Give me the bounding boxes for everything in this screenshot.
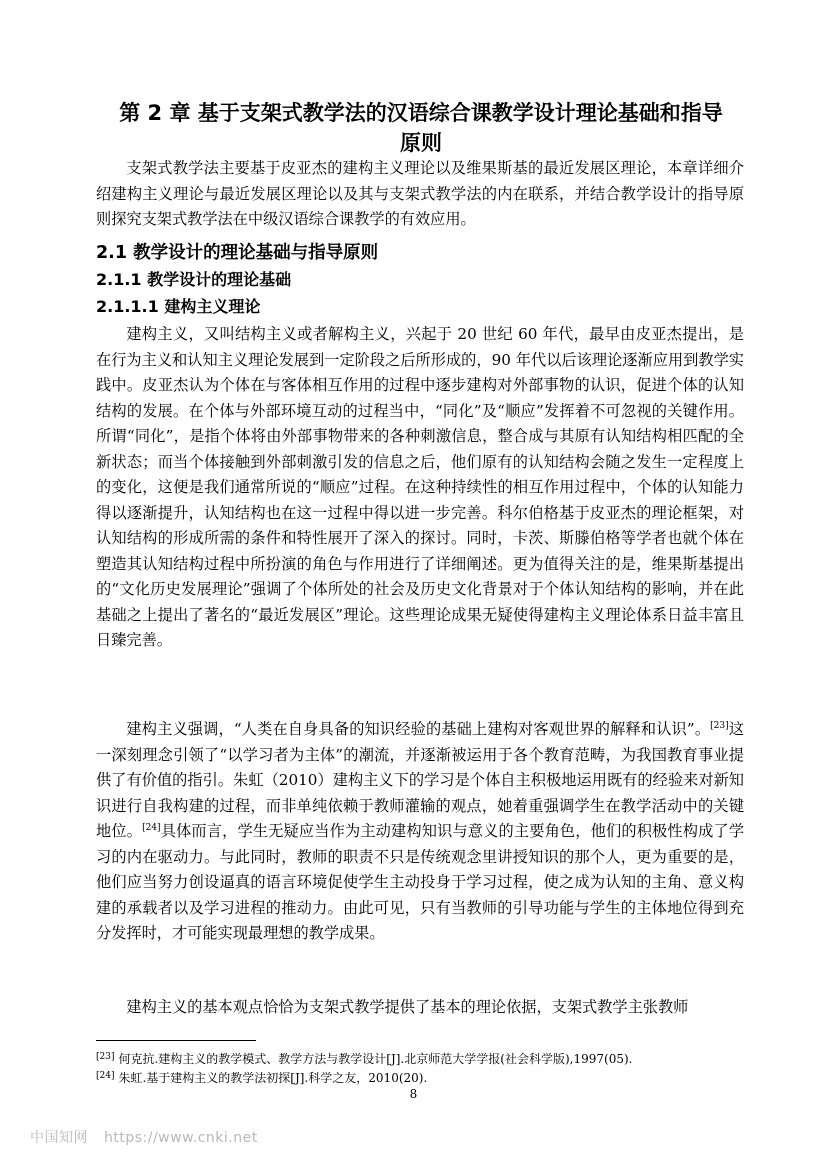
footnote-divider [96, 1040, 256, 1041]
intro-paragraph: 支架式教学法主要基于皮亚杰的建构主义理论以及维果斯基的最近发展区理论，本章详细介绍建构主义理论与最近发展区理论以及其与支架式教学法的内在联系，并结合教学设计的指导原则探究支架式教学法在中级汉语综合课教学的有效应用。 [96, 159, 744, 228]
chapter-title-line1: 第 2 章 基于支架式教学法的汉语综合课教学设计理论基础和指导 [119, 101, 723, 125]
page-number: 8 [409, 1087, 418, 1101]
footnote-text: 何克抗.建构主义的教学模式、教学方法与教学设计[J].北京师范大学学报(社会科学版),1997(05). [118, 1052, 633, 1066]
paragraph-2-part1: 建构主义强调，“人类在自身具备的知识经验的基础上建构对客观世界的解释和认识”。 [126, 720, 711, 738]
subsubsection-heading: 2.1.1.1 建构主义理论 [96, 297, 261, 316]
citation-24[interactable]: [24] [142, 823, 161, 833]
section-heading: 2.1 教学设计的理论基础与指导原则 [96, 243, 379, 263]
chapter-title-line2: 原则 [400, 131, 442, 155]
footnote-23 [96, 1049, 746, 1068]
body-paragraph-emphasis [96, 717, 744, 947]
chapter-title [96, 98, 746, 158]
paragraph-2-part2: 这一深刻理念引领了“以学习者为主体”的潮流，并逐渐被运用于各个教育范畴，为我国教育事业提供了有价值的指引。朱虹（2010）建构主义下的学习是个体自主积极地运用既有的经验来对新知识进行自我构建的过程，而非单纯依赖于教师灌输的观点，她着重强调学生在教学活动中的关键地位。 [96, 720, 745, 840]
subsection-heading: 2.1.1 教学设计的理论基础 [96, 270, 292, 289]
footnote-24 [96, 1068, 746, 1087]
footnote-text: 朱虹.基于建构主义的教学法初探[J].科学之友，2010(20). [118, 1071, 428, 1085]
watermark-url: https://www.cnki.net [104, 1130, 258, 1146]
body-paragraph-constructivism: 建构主义，又叫结构主义或者解构主义，兴起于 20 世纪 60 年代，最早由皮亚杰提出，是在行为主义和认知主义理论发展到一定阶段之后所形成的，90 年代以后该理论逐渐应用到教学实践中。皮亚杰认为个体在与客体相互作用的过程中逐步建构对外部事物的认识，促进个体的认知结构的发展。在个体与外部环境互动的过程当中，“同化”及“顺应”发挥着不可忽视的关键作用。所谓“同化”，是指个体将由外部事物带来的各种刺激信息，整合成与其原有认知结构相匹配的全新状态；而当个体接触到外部刺激引发的信息之后，他们原有的认知结构会随之发生一定程度上的变化，这便是我们通常所说的“顺应”过程。在这种持续性的相互作用过程中，个体的认知能力得以逐渐提升，认知结构也在这一过程中得以进一步完善。科尔伯格基于皮亚杰的理论框架，对认知结构的形成所需的条件和特性展开了深入的探讨。同时，卡茨、斯滕伯格等学者也就个体在塑造其认知结构过程中所扮演的角色与作用进行了详细阐述。更为值得关注的是，维果斯基提出的“文化历史发展理论”强调了个体所处的社会及历史文化背景对于个体认知结构的影响，并在此基础之上提出了著名的“最近发展区”理论。这些理论成果无疑使得建构主义理论体系日益丰富且日臻完善。 [96, 325, 744, 649]
body-paragraph-scaffolding: 建构主义的基本观点恰恰为支架式教学提供了基本的理论依据，支架式教学主张教师 [126, 998, 689, 1016]
footnote-ref: [23] [96, 1052, 115, 1062]
footnote-ref: [24] [96, 1071, 115, 1081]
paragraph-2-part3: 具体而言，学生无疑应当作为主动建构知识与意义的主要角色，他们的积极性构成了学习的内在驱动力。与此同时，教师的职责不只是传统观念里讲授知识的那个人，更为重要的是，他们应当努力创设逼真的语言环境促使学生主动投身于学习过程，使之成为认知的主角、意义构建的承载者以及学习进程的推动力。由此可见，只有当教师的引导功能与学生的主体地位得到充分发挥时，才可能实现最理想的教学成果。 [96, 822, 745, 942]
watermark-brand: 中国知网 [30, 1130, 88, 1146]
citation-23[interactable]: [23] [710, 721, 729, 731]
cnki-watermark [30, 1127, 274, 1147]
